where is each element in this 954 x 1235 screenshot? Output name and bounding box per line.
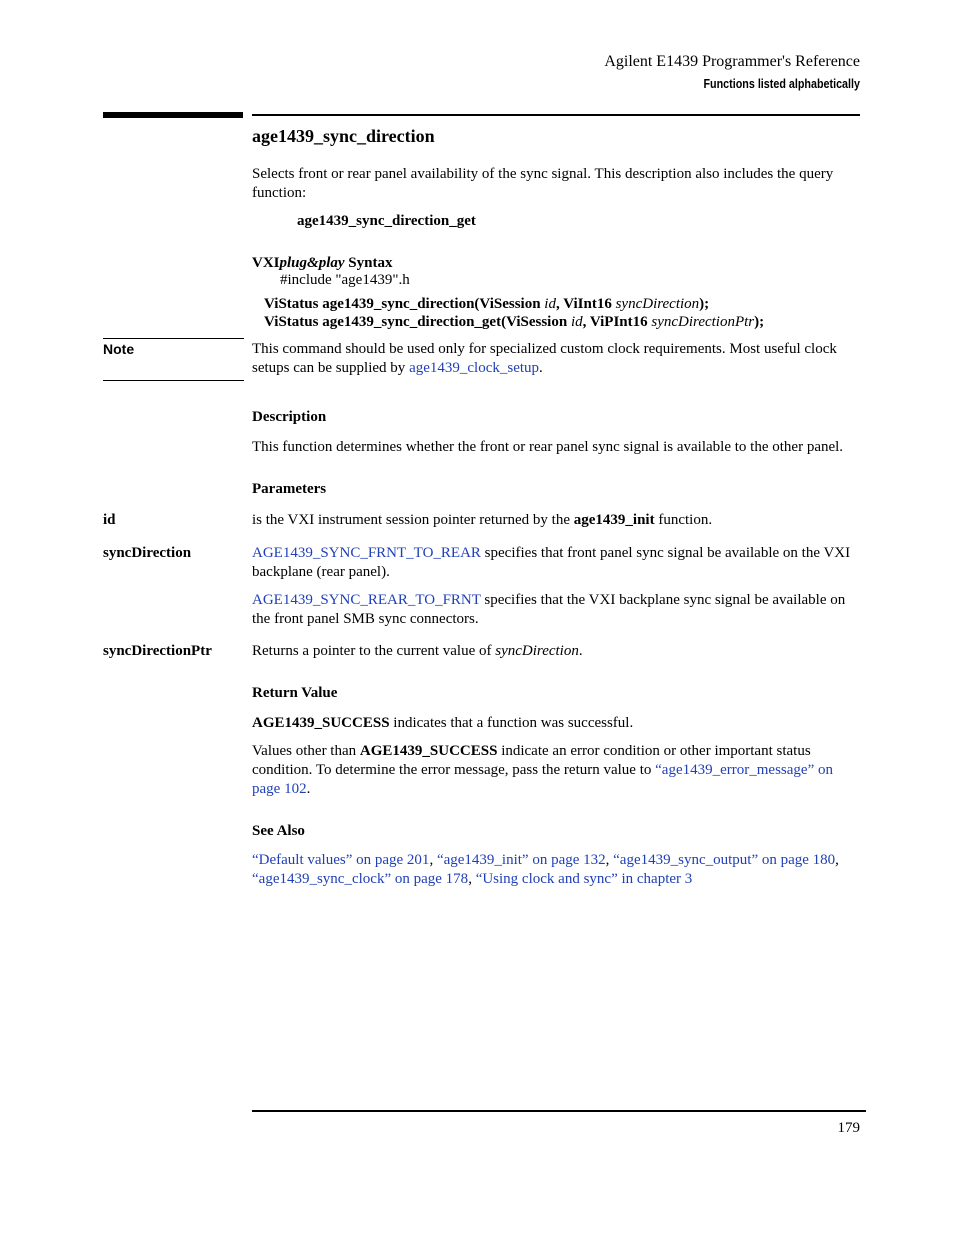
- note-text: [252, 340, 862, 378]
- syntax-get-part: ViStatus age1439_sync_direction_get(ViSession: [264, 314, 571, 330]
- see-also-separator: ,: [429, 852, 437, 868]
- syntax-set-param-syncdirection: syncDirection: [615, 296, 700, 312]
- note-rule-top: [103, 338, 244, 339]
- param-ptr-text: Returns a pointer to the current value of: [252, 643, 496, 659]
- running-header-subtitle: Functions listed alphabetically: [703, 77, 860, 91]
- note-body: This command should be used only for specialized custom clock requirements. Most useful clock setups can be supplied by: [252, 341, 837, 376]
- param-id-init-function: age1439_init: [573, 512, 655, 528]
- link-using-clock-and-sync[interactable]: “Using clock and sync” in chapter 3: [475, 871, 693, 887]
- syntax-get-part: );: [754, 314, 765, 330]
- param-id-text: function.: [654, 512, 713, 528]
- param-desc-syncdirection-frnt: [252, 544, 862, 582]
- note-end: .: [539, 360, 543, 376]
- link-age1439-sync-clock[interactable]: “age1439_sync_clock” on page 178: [252, 871, 469, 887]
- note-rule-bottom: [103, 380, 244, 381]
- syntax-get-param-syncdirectionptr: syncDirectionPtr: [651, 314, 755, 330]
- syntax-heading-suffix: Syntax: [344, 255, 393, 271]
- syntax-set-part: , ViInt16: [555, 296, 616, 312]
- syntax-line-set: [264, 295, 709, 314]
- param-ptr-syncdirection: syncDirection: [495, 643, 579, 659]
- link-age1439-sync-output[interactable]: “age1439_sync_output” on page 180: [613, 852, 836, 868]
- syntax-set-part: );: [699, 296, 710, 312]
- return-error-constant: AGE1439_SUCCESS: [359, 743, 498, 759]
- page-title: age1439_sync_direction: [252, 126, 435, 146]
- syntax-line-get: [264, 313, 764, 332]
- description-text: This function determines whether the front or rear panel sync signal is available to the other panel.: [252, 439, 844, 455]
- syntax-get-param-id: id: [570, 314, 583, 330]
- see-also-separator: ,: [605, 852, 614, 868]
- param-desc-syncdirectionptr: [252, 642, 862, 661]
- syntax-heading-prefix: VXI: [252, 255, 280, 271]
- return-success-text: indicates that a function was successful.: [389, 715, 634, 731]
- return-value-success: [252, 714, 862, 733]
- link-sync-frnt-to-rear[interactable]: AGE1439_SYNC_FRNT_TO_REAR: [252, 545, 481, 561]
- syntax-set-param-id: id: [544, 296, 556, 312]
- syntax-include-line: #include "age1439".h: [280, 272, 410, 288]
- return-error-end: .: [306, 781, 311, 797]
- link-default-values[interactable]: “Default values” on page 201: [252, 852, 430, 868]
- return-error-text: indicate an error condition or other important status condition. To determine the error message, pass the return value to: [252, 743, 811, 778]
- return-error-text: Values other than: [252, 743, 360, 759]
- syntax-heading-plugplay: plug&play: [279, 255, 345, 271]
- running-header-title: Agilent E1439 Programmer's Reference: [604, 53, 860, 70]
- param-id-text: is the VXI instrument session pointer returned by the: [252, 512, 574, 528]
- description-heading: Description: [252, 409, 327, 425]
- param-sync-rear-text: specifies that the VXI backplane sync signal be available on the front panel SMB sync connectors.: [252, 592, 846, 627]
- note-label: Note: [103, 341, 135, 357]
- param-sync-frnt-text: specifies that front panel sync signal be available on the VXI backplane (rear panel).: [252, 545, 851, 580]
- link-error-message[interactable]: “age1439_error_message” on page 102: [252, 762, 833, 797]
- param-ptr-text: .: [578, 643, 583, 659]
- note-link-clock-setup[interactable]: age1439_clock_setup: [409, 360, 540, 376]
- see-also-heading: See Also: [252, 823, 305, 839]
- return-value-errors: [252, 742, 862, 799]
- see-also-separator: ,: [835, 852, 839, 868]
- parameters-heading: Parameters: [252, 481, 327, 497]
- param-label-syncdirection: syncDirection: [103, 545, 192, 561]
- query-function-name: age1439_sync_direction_get: [297, 213, 476, 229]
- see-also-separator: ,: [468, 871, 476, 887]
- link-age1439-init[interactable]: “age1439_init” on page 132: [436, 852, 606, 868]
- syntax-get-part: , ViPInt16: [582, 314, 652, 330]
- param-desc-syncdirection-rear: [252, 591, 862, 629]
- section-rule: [252, 114, 860, 116]
- syntax-set-part: ViStatus age1439_sync_direction(ViSession: [264, 296, 545, 312]
- param-desc-id: [252, 511, 862, 530]
- page-number: 179: [837, 1120, 860, 1136]
- param-label-syncdirectionptr: syncDirectionPtr: [103, 643, 212, 659]
- link-sync-rear-to-frnt[interactable]: AGE1439_SYNC_REAR_TO_FRNT: [252, 592, 481, 608]
- param-label-id: id: [103, 512, 116, 528]
- return-value-heading: Return Value: [252, 685, 338, 701]
- section-bar-thick: [103, 112, 243, 118]
- intro-paragraph: Selects front or rear panel availability of the sync signal. This description also includes the query function:: [252, 166, 834, 201]
- see-also-links: [252, 851, 862, 889]
- return-success-constant: AGE1439_SUCCESS: [252, 715, 390, 731]
- footer-rule: [252, 1110, 866, 1112]
